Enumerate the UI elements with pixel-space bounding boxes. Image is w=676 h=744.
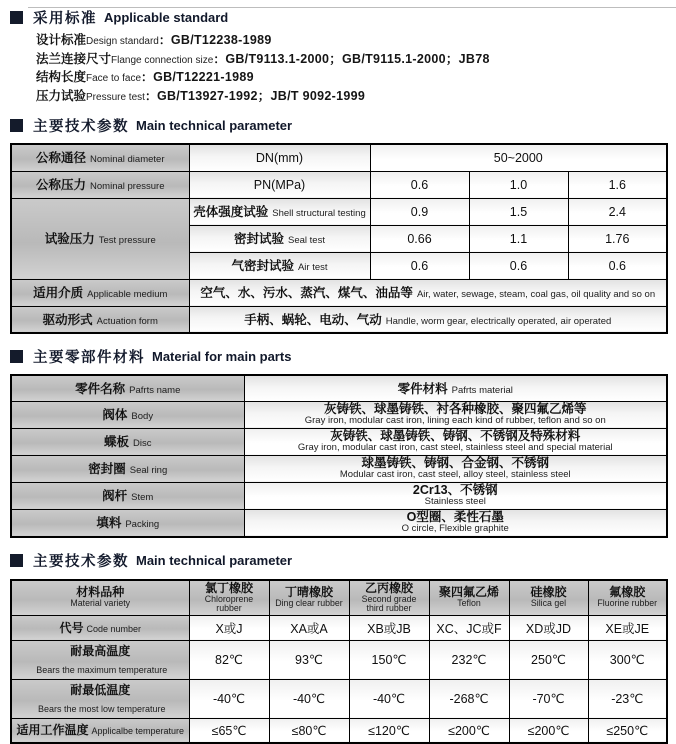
label-en: Test pressure	[99, 235, 156, 246]
cell-label	[11, 306, 189, 333]
sub-label-en: Shell structural testing	[272, 208, 365, 219]
cell-material	[244, 455, 667, 482]
cell-value: 1.1	[469, 225, 568, 252]
table-row-actuation-form	[11, 306, 667, 333]
cell-value: 1.76	[568, 225, 667, 252]
section-title-en: Main technical parameter	[136, 118, 292, 133]
label-en: Nominal pressure	[90, 181, 164, 192]
label-zh: 驱动形式	[43, 313, 93, 327]
cell-value: -23℃	[588, 679, 667, 718]
cell-value: 1.5	[469, 198, 568, 225]
table-row-code-number	[11, 615, 667, 640]
cell-header-part-name	[11, 375, 244, 401]
sub-label-en: Seal test	[288, 235, 325, 246]
cell-value: ≤200℃	[429, 718, 509, 743]
standard-line-flange	[36, 51, 676, 70]
label-en: Stem	[131, 492, 153, 503]
cell-value: 1.0	[469, 171, 568, 198]
section-bullet-icon	[10, 11, 23, 24]
table-row-applicable-medium	[11, 279, 667, 306]
technical-parameters-table	[10, 143, 668, 334]
material-zh: 灰铸铁、球墨铸铁、衬各种橡胶、聚四氟乙烯等	[248, 403, 664, 417]
header-zh: 丁晴橡胶	[273, 586, 346, 599]
header-zh: 聚四氟乙烯	[433, 586, 506, 599]
header-en: Fluorine rubber	[592, 599, 664, 609]
cell-value: ≤65℃	[189, 718, 269, 743]
header-zh: 零件材料	[398, 382, 448, 396]
label-en: Disc	[133, 438, 151, 449]
header-zh: 材料品种	[15, 586, 186, 599]
section-title-zh: 采用标准	[33, 7, 97, 28]
cell-material	[244, 482, 667, 509]
header-en: Second grade third rubber	[353, 595, 426, 614]
cell-value: 1.6	[568, 171, 667, 198]
cell-value: -70℃	[509, 679, 588, 718]
section-bullet-icon	[10, 554, 23, 567]
standard-value: GB/T9113.1-2000；GB/T9115.1-2000；JB78	[225, 52, 489, 66]
standard-line-pressure-test	[36, 88, 676, 107]
rubber-parameters-table	[10, 579, 668, 744]
colon: ：	[145, 89, 157, 103]
materials-table	[10, 374, 668, 538]
label-zh: 代号	[59, 621, 83, 635]
material-en: Gray iron, modular cast iron, cast steel, stainless steel and special material	[248, 443, 664, 454]
header-zh: 乙丙橡胶	[353, 582, 426, 595]
colon: ：	[213, 52, 225, 66]
cell-value: ≤120℃	[349, 718, 429, 743]
label-en: Actuation form	[97, 316, 158, 327]
section-title-en: Applicable standard	[104, 10, 228, 25]
standard-value: GB/T12221-1989	[153, 70, 254, 84]
standard-label-en: Design standard	[86, 36, 159, 47]
material-en: O circle, Flexible graphite	[248, 524, 664, 535]
cell-value: 0.66	[370, 225, 469, 252]
sub-label-zh: 密封试验	[234, 232, 284, 246]
header-zh: 氯丁橡胶	[193, 582, 266, 595]
label-zh: 试验压力	[45, 232, 95, 246]
label-en: Code number	[86, 624, 141, 634]
cell-value: XC、JC或F	[429, 615, 509, 640]
section-bullet-icon	[10, 119, 23, 132]
cell-label	[11, 615, 189, 640]
standard-label-en: Pressure test	[86, 92, 145, 103]
table-row-nominal-pressure	[11, 171, 667, 198]
label-en: Applicalbe temperature	[91, 726, 184, 736]
standard-label-zh: 压力试验	[36, 89, 86, 103]
cell-material	[244, 509, 667, 537]
cell-value: ≤80℃	[269, 718, 349, 743]
cell-label	[11, 482, 244, 509]
cell-label	[11, 144, 189, 171]
cell-value: -40℃	[189, 679, 269, 718]
cell-label	[11, 718, 189, 743]
label-zh: 耐最高温度	[70, 644, 130, 658]
label-en: Packing	[125, 519, 159, 530]
table-row-stem	[11, 482, 667, 509]
cell-value: XD或JD	[509, 615, 588, 640]
sub-label-zh: 壳体强度试验	[193, 205, 268, 219]
cell-header-teflon	[429, 580, 509, 616]
page-top-rule	[28, 7, 676, 8]
section-title-zh: 主要技术参数	[33, 115, 129, 136]
table-row-nominal-diameter	[11, 144, 667, 171]
standard-line-face-to-face	[36, 69, 676, 88]
cell-sub-label	[189, 252, 370, 279]
section-header-materials	[10, 346, 676, 366]
label-zh: 填料	[96, 516, 121, 530]
standard-label-zh: 法兰连接尺寸	[36, 52, 111, 66]
section-header-standards	[10, 7, 676, 27]
value-zh: 手柄、蜗轮、电动、气动	[244, 313, 382, 327]
sub-label-zh: 气密封试验	[231, 259, 294, 273]
standard-label-en: Flange connection size	[111, 55, 213, 66]
header-zh: 零件名称	[75, 382, 125, 396]
material-zh: 2Cr13、不锈钢	[248, 484, 664, 498]
table-row-min-temperature	[11, 679, 667, 718]
label-en: Applicable medium	[87, 289, 167, 300]
cell-value: 0.9	[370, 198, 469, 225]
cell-label	[11, 640, 189, 679]
section-title-en: Main technical parameter	[136, 553, 292, 568]
cell-sub-label	[189, 144, 370, 171]
cell-value: -268℃	[429, 679, 509, 718]
table-header-row	[11, 580, 667, 616]
standard-label-zh: 设计标准	[36, 33, 86, 47]
label-zh: 耐最低温度	[70, 683, 130, 697]
cell-value: -40℃	[269, 679, 349, 718]
table-row-shell-test	[11, 198, 667, 225]
cell-label	[11, 428, 244, 455]
section-bullet-icon	[10, 350, 23, 363]
cell-value: XB或JB	[349, 615, 429, 640]
cell-value: 232℃	[429, 640, 509, 679]
cell-header-chloroprene	[189, 580, 269, 616]
cell-label	[11, 401, 244, 428]
cell-header-silica	[509, 580, 588, 616]
cell-header-part-material	[244, 375, 667, 401]
cell-header-nitrile	[269, 580, 349, 616]
cell-sub-label	[189, 198, 370, 225]
cell-value: 2.4	[568, 198, 667, 225]
cell-value: 150℃	[349, 640, 429, 679]
standard-value: GB/T13927-1992；JB/T 9092-1999	[157, 89, 365, 103]
cell-value: 50~2000	[370, 144, 667, 171]
label-en: Body	[131, 411, 153, 422]
label-zh: 公称压力	[36, 178, 86, 192]
standard-line-design	[36, 32, 676, 51]
cell-value: 300℃	[588, 640, 667, 679]
sub-label-en: Air test	[298, 262, 328, 273]
cell-value: 0.6	[469, 252, 568, 279]
label-zh: 公称通径	[36, 151, 86, 165]
cell-value: X或J	[189, 615, 269, 640]
table-row-disc	[11, 428, 667, 455]
cell-material	[244, 401, 667, 428]
table-row-body	[11, 401, 667, 428]
cell-sub-label	[189, 171, 370, 198]
header-zh: 硅橡胶	[513, 586, 585, 599]
standard-label-zh: 结构长度	[36, 70, 86, 84]
header-en: Chloroprene rubber	[193, 595, 266, 614]
value-en: Handle, worm gear, electrically operated, air operated	[386, 316, 611, 327]
cell-value: 250℃	[509, 640, 588, 679]
header-en: Ding clear rubber	[273, 599, 346, 609]
section-title-en: Material for main parts	[152, 349, 291, 364]
table-row-max-temperature	[11, 640, 667, 679]
cell-value: XE或JE	[588, 615, 667, 640]
table-row-working-temperature	[11, 718, 667, 743]
standards-list	[36, 32, 676, 106]
label-zh: 密封圈	[88, 462, 126, 476]
cell-header-epdm	[349, 580, 429, 616]
cell-label	[11, 455, 244, 482]
header-en: Teflon	[433, 599, 506, 609]
label-zh: 适用介质	[33, 286, 83, 300]
sub-label: PN(MPa)	[254, 178, 305, 192]
table-row-seal-ring	[11, 455, 667, 482]
section-header-rubber-params	[10, 551, 676, 571]
cell-value: 0.6	[370, 171, 469, 198]
label-zh: 阀杆	[102, 489, 127, 503]
cell-label	[11, 509, 244, 537]
cell-value: ≤250℃	[588, 718, 667, 743]
material-en: Stainless steel	[248, 497, 664, 508]
material-zh: 灰铸铁、球墨铸铁、铸钢、不锈钢及特殊材料	[248, 430, 664, 444]
table-header-row	[11, 375, 667, 401]
label-en: Nominal diameter	[90, 154, 164, 165]
cell-value: 0.6	[568, 252, 667, 279]
cell-value: 82℃	[189, 640, 269, 679]
standard-label-en: Face to face	[86, 73, 141, 84]
cell-value: 0.6	[370, 252, 469, 279]
cell-value	[189, 306, 667, 333]
cell-value: -40℃	[349, 679, 429, 718]
cell-value: 93℃	[269, 640, 349, 679]
label-zh: 蝶板	[104, 435, 129, 449]
sub-label: DN(mm)	[256, 151, 303, 165]
cell-value: ≤200℃	[509, 718, 588, 743]
header-en: Pafrts name	[129, 385, 180, 396]
section-title-zh: 主要技术参数	[33, 550, 129, 571]
label-zh: 阀体	[102, 408, 127, 422]
standard-value: GB/T12238-1989	[171, 33, 272, 47]
material-en: Gray iron, modular cast iron, lining each kind of rubber, teflon and so on	[248, 416, 664, 427]
cell-value	[189, 279, 667, 306]
section-header-tech-params	[10, 115, 676, 135]
label-en: Seal ring	[130, 465, 168, 476]
material-zh: O型圈、柔性石墨	[248, 511, 664, 525]
header-zh: 氟橡胶	[592, 586, 664, 599]
table-row-packing	[11, 509, 667, 537]
header-en: Material variety	[15, 599, 186, 609]
label-en: Bears the most low temperature	[38, 704, 166, 714]
cell-value: XA或A	[269, 615, 349, 640]
cell-material	[244, 428, 667, 455]
label-zh: 适用工作温度	[16, 723, 88, 737]
cell-header-material-variety	[11, 580, 189, 616]
colon: ：	[141, 70, 153, 84]
cell-header-fluorine	[588, 580, 667, 616]
cell-label	[11, 679, 189, 718]
value-zh: 空气、水、污水、蒸汽、煤气、油品等	[200, 286, 413, 300]
material-zh: 球墨铸铁、铸钢、合金钢、不锈钢	[248, 457, 664, 471]
material-en: Modular cast iron, cast steel, alloy steel, stainless steel	[248, 470, 664, 481]
value-en: Air, water, sewage, steam, coal gas, oil quality and so on	[417, 289, 655, 300]
cell-label-test-pressure	[11, 198, 189, 279]
cell-label	[11, 171, 189, 198]
cell-sub-label	[189, 225, 370, 252]
header-en: Silica gel	[513, 599, 585, 609]
section-title-zh: 主要零部件材料	[33, 346, 145, 367]
cell-label	[11, 279, 189, 306]
label-en: Bears the maximum temperature	[36, 665, 167, 675]
colon: ：	[159, 33, 171, 47]
header-en: Pafrts material	[452, 385, 513, 396]
